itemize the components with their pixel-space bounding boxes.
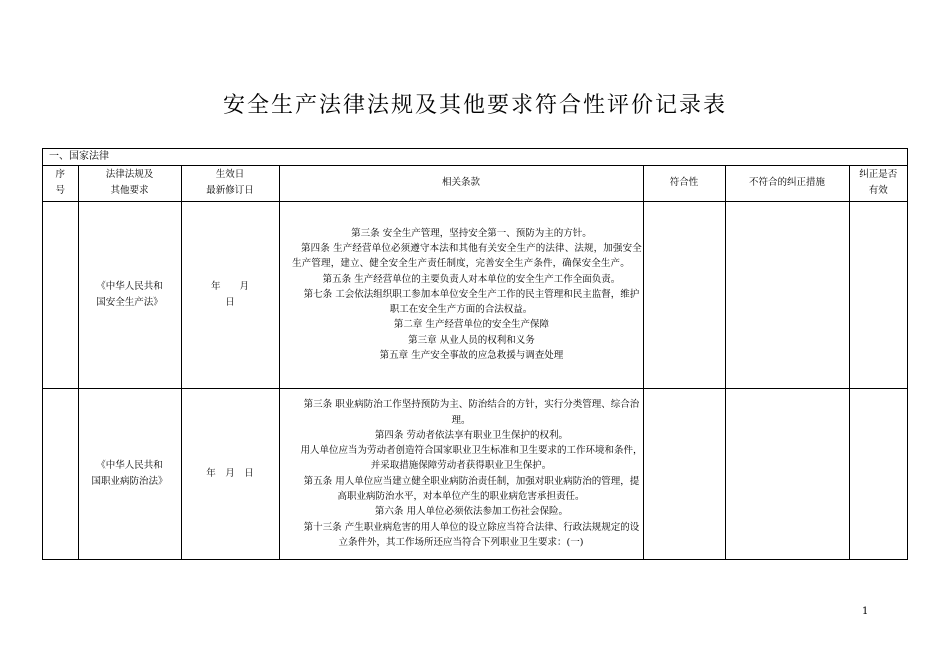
- table-row: [43, 201, 907, 388]
- law-name-line-2: 国安全生产法》: [96, 296, 163, 308]
- evaluation-table: [43, 166, 907, 559]
- row-effectiveness: [849, 201, 907, 388]
- row-seq: [43, 201, 78, 388]
- header-row: [43, 166, 907, 201]
- clause-item: 第三条 安全生产管理，坚持安全第一、预防为主的方针。: [351, 227, 592, 239]
- row-law-name: [78, 201, 181, 388]
- row-clauses: [279, 388, 643, 559]
- header-effective-date: [181, 166, 279, 201]
- clause-item: 第三章 从业人员的权利和义务: [408, 334, 535, 346]
- header-compliance: 符合性: [643, 166, 725, 201]
- row-effective-date: [181, 201, 279, 388]
- evaluation-table-frame: [42, 148, 908, 560]
- header-law-line-1: 法律法规及: [105, 169, 154, 181]
- date-line-2: 日: [225, 296, 235, 308]
- clause-item: 第五条 生产经营单位的主要负责人对本单位的安全生产工作全面负责。: [322, 273, 621, 285]
- header-effectiveness-line-1: 纠正是否: [859, 169, 898, 181]
- header-seq: [43, 166, 78, 201]
- header-clauses: 相关条款: [279, 166, 643, 201]
- header-seq-line-1: 序: [55, 169, 65, 181]
- header-effectiveness: [849, 166, 907, 201]
- header-law-line-2: 其他要求: [110, 185, 149, 197]
- row-compliance: [643, 388, 725, 559]
- date-line-1: 年 月 日: [206, 467, 254, 479]
- law-name-line-1: 《中华人民共和: [96, 280, 163, 292]
- clause-item: 第三条 职业病防治工作坚持预防为主、防治结合的方针，实行分类管理、综合治理。: [303, 399, 640, 426]
- clause-item: 用人单位应当为劳动者创造符合国家职业卫生标准和卫生要求的工作环境和条件，并采取措施保障劳动者获得职业卫生保护。: [300, 445, 643, 472]
- header-effective-line-2: 最新修订日: [206, 185, 254, 197]
- page-number: 1: [862, 606, 869, 617]
- clause-item: 第四条 劳动者依法享有职业卫生保护的权利。: [374, 429, 568, 441]
- clause-item: 第五条 用人单位应当建立健全职业病防治责任制，加强对职业病防治的管理，提高职业病防治水平，对本单位产生的职业病危害承担责任。: [303, 475, 640, 503]
- date-line-1: 年 月: [210, 280, 249, 292]
- row-clauses: [279, 201, 643, 388]
- header-effectiveness-line-2: 有效: [868, 185, 888, 197]
- clause-item: 第二章 生产经营单位的安全生产保障: [393, 319, 549, 331]
- row-law-name: [78, 388, 181, 559]
- header-effective-line-1: 生效日: [215, 169, 245, 181]
- clause-item: 第四条 生产经营单位必须遵守本法和其他有关安全生产的法律、法规，加强安全生产管理，建立、健全安全生产责任制度，完善安全生产条件，确保安全生产。: [292, 242, 642, 270]
- row-effectiveness: [849, 388, 907, 559]
- document-title: 安全生产法律法规及其他要求符合性评价记录表: [222, 93, 727, 118]
- row-compliance: [643, 201, 725, 388]
- clause-item: 第六条 用人单位必须依法参加工伤社会保险。: [374, 506, 568, 518]
- law-name-line-2: 国职业病防治法》: [91, 475, 168, 487]
- row-corrective-measures: [725, 201, 849, 388]
- row-effective-date: [181, 388, 279, 559]
- clause-item: 第十三条 产生职业病危害的用人单位的设立除应当符合法律、行政法规规定的设立条件外，其工作场所还应当符合下列职业卫生要求：(一): [303, 521, 640, 548]
- header-law: [78, 166, 181, 201]
- clause-item: 第五章 生产安全事故的应急救援与调查处理: [379, 350, 564, 362]
- header-corrective-measures: 不符合的纠正措施: [725, 166, 849, 201]
- clause-item: 第七条 工会依法组织职工参加本单位安全生产工作的民主管理和民主监督，维护职工在安全生产方面的合法权益。: [303, 288, 640, 316]
- row-seq: [43, 388, 78, 559]
- header-seq-line-2: 号: [55, 185, 65, 197]
- law-name-line-1: 《中华人民共和: [96, 459, 163, 471]
- table-row: [43, 388, 907, 559]
- row-corrective-measures: [725, 388, 849, 559]
- section-heading: 一、国家法律: [43, 149, 907, 166]
